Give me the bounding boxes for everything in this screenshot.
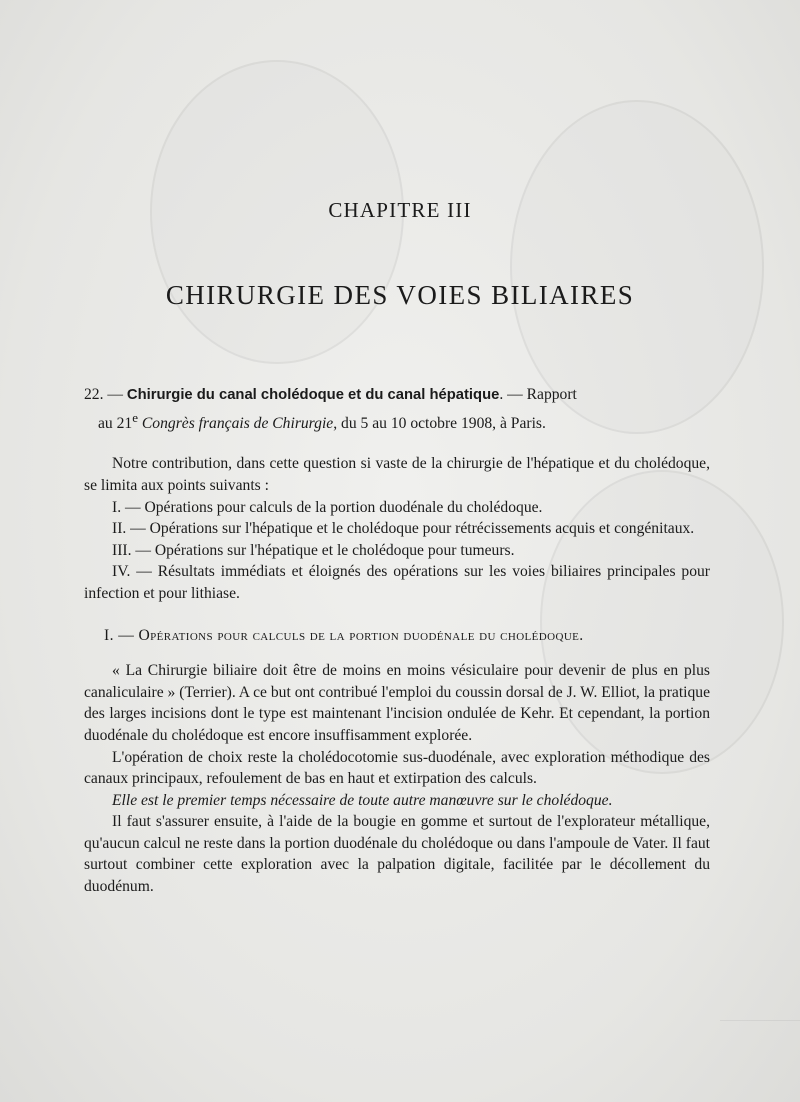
chapter-title: CHIRURGIE DES VOIES BILIAIRES [165,280,635,310]
entry-congress: Congrès français de Chirurgie [141,414,334,432]
intro-paragraph: Notre contribution, dans cette question si vaste de la chirurgie de l'hépatique et du cholédoque, se limita aux points suivants : [84,455,710,494]
italic-sentence: Elle est le premier temps nécessaire de toute autre manœuvre sur le cholédoque. [112,791,613,809]
paragraph: L'opération de choix reste la cholédocotomie sus-duodénale, avec exploration méthodique des canaux principaux, refoulement de bas en haut et extirpation des calculs. [84,748,710,788]
entry-number: 22. — [84,386,123,403]
paragraph: « La Chirurgie biliaire doit être de moins en moins vésiculaire pour devenir de plus en plus canaliculaire » (Terrier). A ce but ont contribué l'emploi du coussin dorsal de J. W. Elliot, la pratique des larges incisions dont le type est maintenant l'incision ondulée de Kehr. Et cependant, la portion duodénale du cholédoque est encore insuffisamment explorée. [84,662,710,744]
list-item: I. — Opérations pour calculs de la portion duodénale du cholédoque. [112,498,543,516]
entry-ref-sup: e [132,409,138,425]
body-text [84,384,710,898]
section-heading: I. — Opérations pour calculs de la portion duodénale du cholédoque. [104,626,584,644]
entry-ref-prefix: au 21 [98,414,133,432]
entry-heading [84,384,710,407]
entry-date-place: , du 5 au 10 octobre 1908, à Paris. [333,414,546,432]
list-item: III. — Opérations sur l'hépatique et le cholédoque pour tumeurs. [112,541,515,559]
entry-reference [98,407,710,435]
entry-title: Chirurgie du canal cholédoque et du canal hépatique [126,387,500,403]
chapter-label: CHAPITRE III [328,198,472,222]
entry-report: . — Rapport [499,386,577,403]
list-item: IV. — Résultats immédiats et éloignés des opérations sur les voies biliaires principales pour infection et pour lithiase. [84,563,710,602]
list-item: II. — Opérations sur l'hépatique et le cholédoque pour rétrécissements acquis et congénitaux. [112,520,695,538]
paragraph: Il faut s'assurer ensuite, à l'aide de la bougie en gomme et surtout de l'explorateur métallique, qu'aucun calcul ne reste dans la portion duodénale du cholédoque ou dans l'ampoule de Vater. Il faut surtout combiner cette exploration avec la palpation digitale, facilitée par le décollement du duodénum. [84,813,710,896]
show-through-caption [720,1020,800,1081]
